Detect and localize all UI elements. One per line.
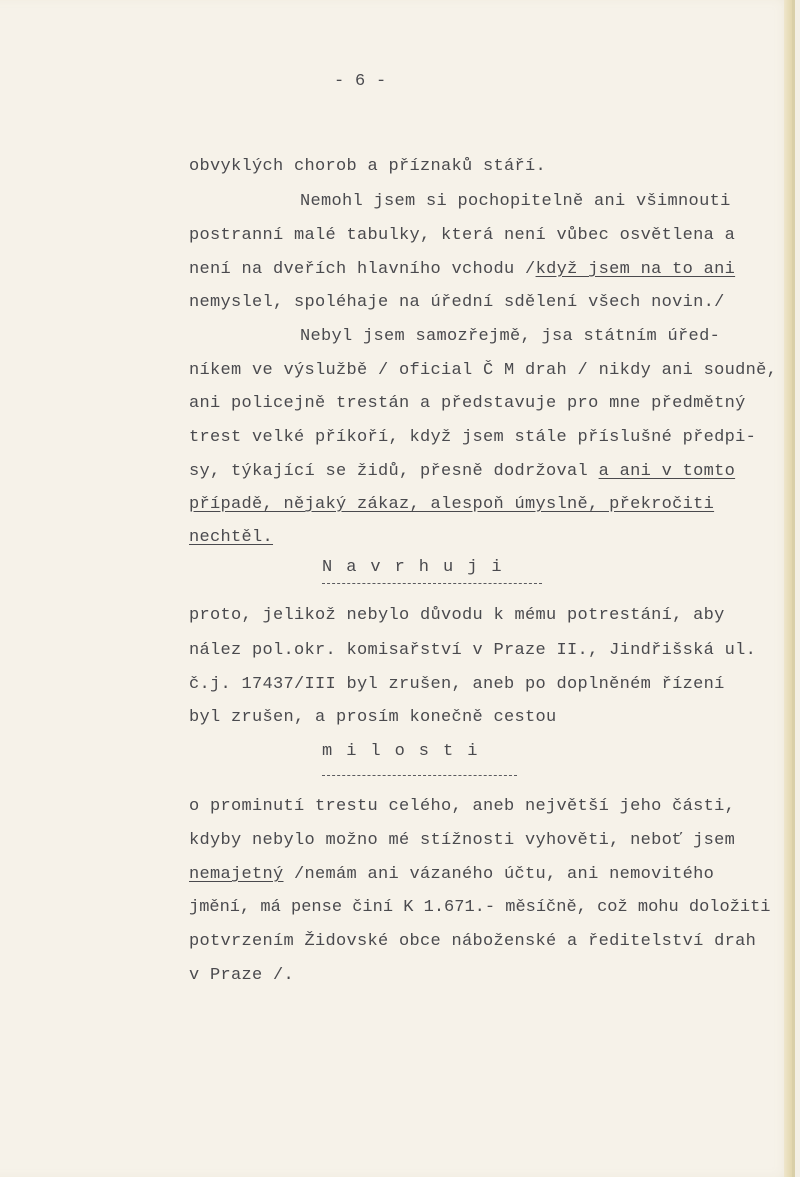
paragraph-3-line-3: ani policejně trestán a představuje pro mne předmětný: [189, 394, 746, 413]
heading-milosti: milosti: [322, 742, 492, 761]
paragraph-3-line-2: níkem ve výslužbě / oficial Č M drah / nikdy ani soudně,: [189, 361, 778, 380]
page-number: - 6 -: [334, 72, 387, 91]
paper-edge: [784, 0, 792, 1177]
paragraph-5-line-5: potvrzením Židovské obce náboženské a ředitelství drah: [189, 932, 757, 951]
paragraph-3-line-1: Nebyl jsem samozřejmě, jsa státním úřed-: [300, 327, 721, 346]
paragraph-2-line-2: postranní malé tabulky, která není vůbec osvětlena a: [189, 226, 736, 245]
paragraph-2-line-4: nemyslel, spoléhaje na úřední sdělení všech novin./: [189, 293, 725, 312]
paragraph-2-line-3-text: není na dveřích hlavního vchodu /: [189, 260, 536, 279]
paragraph-4-line-2: nález pol.okr. komisařství v Praze II., Jindřišská ul.: [189, 641, 757, 660]
paragraph-5-line-2: kdyby nebylo možno mé stížnosti vyhověti, neboť jsem: [189, 831, 736, 850]
paragraph-2-line-1: Nemohl jsem si pochopitelně ani všimnouti: [300, 192, 731, 211]
paragraph-2-line-3: [189, 260, 735, 280]
heading-milosti-rule: [322, 775, 517, 776]
paragraph-3-line-5: [189, 462, 735, 482]
paragraph-3-line-4: trest velké příkoří, když jsem stále příslušné předpi-: [189, 428, 757, 447]
paragraph-2-line-3-underlined: když jsem na to ani: [535, 260, 736, 279]
paragraph-5-line-3-text: /nemám ani vázaného účtu, ani nemovitého: [283, 865, 715, 884]
paragraph-5-line-6: v Praze /.: [189, 966, 295, 985]
paragraph-5-line-3-underlined: nemajetný: [189, 865, 284, 884]
paragraph-5-line-4: jmění, má pense činí K 1.671.- měsíčně, což mohu doložiti: [189, 898, 771, 917]
paragraph-4-line-4: byl zrušen, a prosím konečně cestou: [189, 708, 557, 727]
paragraph-4-line-3: č.j. 17437/III byl zrušen, aneb po doplněném řízení: [189, 675, 725, 694]
paragraph-3-line-5-underlined: a ani v tomto: [598, 462, 736, 481]
paragraph-4-line-1: proto, jelikož nebylo důvodu k mému potrestání, aby: [189, 606, 725, 625]
paragraph-1-line-1: obvyklých chorob a příznaků stáří.: [189, 157, 547, 176]
heading-navrhuji: Navrhuji: [322, 558, 516, 577]
paragraph-3-line-6: případě, nějaký zákaz, alespoň úmyslně, překročiti: [189, 495, 715, 514]
paragraph-5-line-1: o prominutí trestu celého, aneb největší jeho části,: [189, 797, 736, 816]
paragraph-3-line-7: nechtěl.: [189, 528, 274, 547]
heading-navrhuji-rule: [322, 583, 542, 584]
paragraph-5-line-3: [189, 865, 714, 885]
paragraph-3-line-5-text: sy, týkající se židů, přesně dodržoval: [189, 462, 599, 481]
